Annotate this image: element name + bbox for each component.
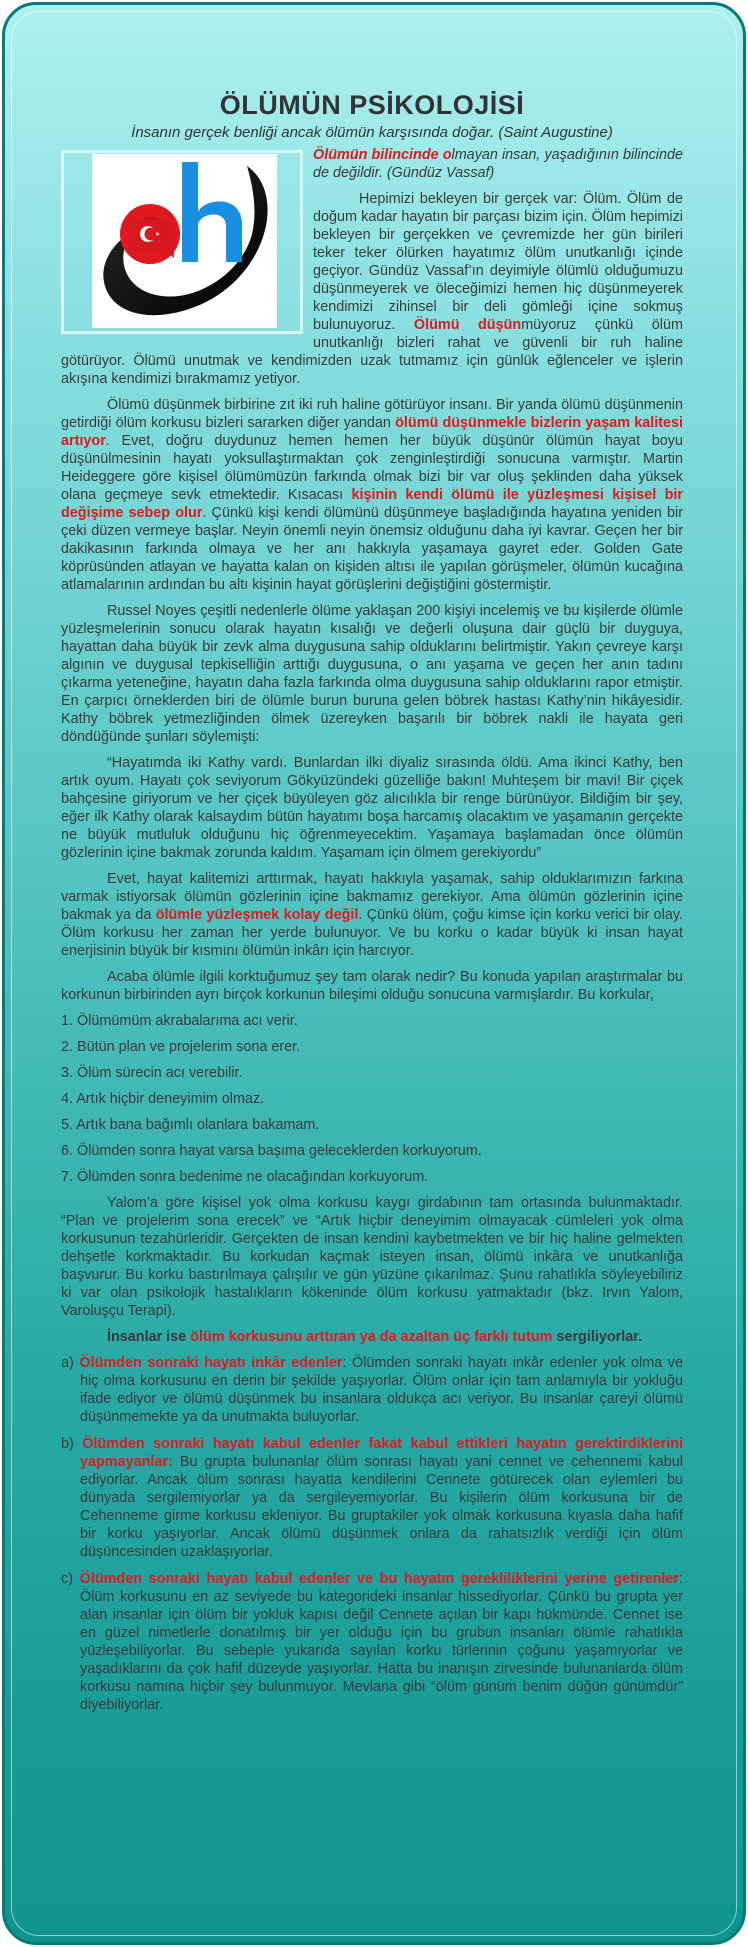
attitude-item-c [61,1570,683,1714]
paragraph-2-text-c: . Çünkü kişi kendi ölümünü düşünmeye başladığında hayatına yeniden bir çeki düzen vermeye başlar. Neyin önemli neyin önemsiz olduğunu daha iyi kavrar. Geçen her bir dakikasının farkında olmaya ve her anı hakkıyla yaşamaya gayret eder. Golden Gate köprüsünden atlayan ve hayatta kalan on kişiden altısı ile yapılan görüşmeler, ölümün kucağına atlamalarının ardından bu altı kişinin hayat görüşlerini değiştiğini göstermiştir. [61,505,683,593]
attitudes-list [61,1354,683,1714]
oh-logo-icon [92,154,277,328]
paragraph-6: Acaba ölümle ilgili korktuğumuz şey tam olarak nedir? Bu konuda yapılan araştırmalar bu korkunun birbirinden ayrı birçok korkunun bileşimi olduğu sonucuna varmışlardır. Bu korkular, [61,969,683,1003]
logo-frame [61,150,303,334]
paragraph-8 [61,1328,683,1346]
paragraph-5-text-b: . Çünkü ölüm, çoğu kimse için korku verici bir olay. Ölüm korkusu her zaman her yerde bulunuyor. Ve bu korku o kadar büyük ki insan hayat enerjisinin büyük bir kısmını ölümün inkârı için harcıyor. [61,907,683,959]
paragraph-5-text-a: Evet, hayat kalitemizi arttırmak, hayatı hakkıyla yaşamak, sahip olduklarımızın farkına varmak istiyorsak ölümün gözlerinin içine bakmamız gerekiyor. Ama ölümün gözlerinin içine bakmak ya da [61,871,683,923]
paragraph-1-text-a: Hepimizi bekleyen bir gerçek var: Ölüm. Ölüm de doğum kadar hayatın bir parçası bizim için. Ölüm hepimizi bekleyen bir gerçekken ve çevremizde her gün birileri teker teker ölürken hayatımız ölüm unutkanlığı içinde geçiyor. Gündüz Vassaf’ın deyimiyle ölümlü olduğumuzu düşünmeyerek ve öleceğimizi hemen hiç düşünmeyerek kendimizi zihinsel bir deli gömleği içine sokmuş bulunuyoruz. [313,191,683,333]
paragraph-5-highlight: ölümle yüzleşmek kolay değil [155,907,359,923]
article-content [61,89,683,1723]
attitude-item-b [61,1435,683,1561]
paragraph-8-text-a: İnsanlar ise [107,1329,191,1345]
paragraph-2-highlight-1: ölümü düşünmekle bizlerin yaşam kalitesi artıyor [61,415,683,449]
list-item: 4. Artık hiçbir deneyimim olmaz. [61,1091,265,1107]
paragraph-8-text-b: sergiliyorlar. [552,1329,643,1345]
paragraph-1-highlight: Ölümü düşün [413,317,522,333]
fears-list [61,1012,683,1186]
paragraph-7: Yalom’a göre kişisel yok olma korkusu kaygı girdabının tam ortasında bulunmaktadır. “Plan ve projelerim sona erecek” ve “Artık hiçbir deneyimim olmayacak cümleleri yok olma korkusunun tezahürleridir. Gerçekten de insan kendini kaybetmekten ve bir hiç haline gelmekten dehşetle korkmaktadır. Bu korkudan kaçmak isteyen insan, ölümü inkâra ve unutkanlığa başvurur. Bu korku bastırılmaya çalışılır ve gün yüzüne çıkarılmaz. Şunu rahatlıkla söyleyebiliriz ki var olan psikolojik hastalıkların kökeninde ölüm korkusu yatmaktadır (bkz. Irvın Yalom, Varoluşçu Terapi). [61,1195,683,1319]
list-item: 3. Ölüm sürecin acı verebilir. [61,1065,243,1081]
paragraph-2-text-b: . Evet, doğru duydunuz hemen hemen her büyük düşünür ölümün hayat boyu düşünülmesinin hayatı yoksullaştırmaktan çok zenginleştirdiği sonucuna varmıştır. Martin Heideggere göre kişisel ölümümüzün farkında olmak bizi bir var oluş şeklinden daha yüksek olana geçmeye sevk etmektedir. Kısacası [61,433,683,503]
attitude-marker: a) [61,1355,80,1371]
epigraph-quote: İnsanın gerçek benliği ancak ölümün karşısında doğar. (Saint Augustine) [131,124,613,141]
list-item: 6. Ölümden sonra hayat varsa başıma geleceklerden korkuyorum. [61,1143,482,1159]
attitude-text: : Ölümden sonraki hayatı inkâr edenler yok olma ve hiç olma korkusunu en derin bir şekilde yaşıyorlar. Ölüm onlar için tam anlamıyla bir yokluğu ifade ediyor ve ölümü düşünmek bu insanlara oldukça acı veriyor. Bu insanlar çareyi ölümü düşünmemekte ya da unutmakta buluyorlar. [80,1355,683,1425]
list-item: 5. Artık bana bağımlı olanlara bakamam. [61,1117,320,1133]
kathy-quote: “Hayatımda iki Kathy vardı. Bunlardan ilki diyaliz sırasında öldü. Ama ikinci Kathy, ben artık oyum. Hayatı çok seviyorum Gökyüzündeki güzelliğe bakın! Muhteşem bir mavi! Bir çiçek bahçesine giriyorum ve her çiçek büyüleyen göz alıcılıkla bir renge bürünüyor. Bildiğim bir şey, eğer ilk Kathy olarak kalsaydım bütün hayatımı boşa harcamış olacaktım ve yaşamanın gerçekte ne büyük mutluluk olduğunu hiç öğrenmeyecektim. Yaşamaya başlamadan önce ölümün gözlerinin içine bakmak zorunda kaldım. Yaşamam için ölmem gerekiyordu” [61,755,683,861]
paragraph-2 [61,396,683,594]
paragraph-2-text-a: Ölümü düşünmek birbirine zıt iki ruh haline götürüyor insanı. Bir yanda ölümü düşünmenin getirdiği ölüm korkusu bizleri sararken diğer yandan [61,397,683,431]
vassaf-quote-highlight: Ölümün bilincinde o [313,147,452,163]
paragraph-3: Russel Noyes çeşitli nedenlerle ölüme yaklaşan 200 kişiyi incelemiş ve bu kişilerde ölümle yüzleşmelerinin sonucu olarak hayatın kısalığı ve değerli oluşuna dair güçlü bir duyguya, hayattan daha büyük bir zevk alma duygusuna sahip olduklarını belirtmiştir. Yakın çevreye karşı algının ve duygusal tepkiselliğin arttığı duygusuna, o anı yaşama ve geçen her anın tadını çıkarma yeteneğine, hayatın daha fazla farkında olma duygusuna sahip olduklarını rapor etmiştir. En çarpıcı örneklerden biri de ölümle burun buruna gelen böbrek hastası Kathy’nin hikâyesidir. Kathy böbrek yetmezliğinden ölmek üzereyken başarılı bir böbrek nakli ile hayata geri döndüğünde şunları söylemişti: [61,603,683,745]
logo-background [92,154,277,328]
page-title: ÖLÜMÜN PSİKOLOJİSİ [219,90,525,120]
paragraph-1-text-b: müyoruz çünkü ölüm unutkanlığı bizleri rahat ve güvenli bir ruh haline götürüyor. Ölümü unutmak ve kendimizden uzak tutmamız için günlük eğlenceler ve işlerin akışına kendimizi bırakmamız yetiyor. [61,317,683,387]
list-item: 2. Bütün plan ve projelerim sona erer. [61,1039,301,1055]
attitude-marker: c) [61,1571,80,1587]
attitude-text: : Ölüm korkusunu en az seviyede bu kategorideki insanlar hissediyorlar. Çünkü bu grupta yer alan insanlar için ölüm bir yokluk kapısı değil Cennete açılan bir kapı hükmünde. Cennet ise en güzel nimetlerle donatılmış bir yer olduğu için bu grubun insanları ölümle rahatlıkla yüzleşebiliyorlar. Bu sebeple yukarıda sayılan korku türlerinin çoğunu yaşamıyorlar ve yaşadıklarını da çok hafif düzeyde yaşıyorlar. Hatta bu inanışın zirvesinde bulunanlarda ölüm korkusu namına hiçbir şey bulunmuyor. Mevlana gibi “ölüm günüm benim düğün günümdür” diyebiliyorlar. [80,1571,683,1713]
list-item: 1. Ölümümüm akrabalarıma acı verir. [61,1013,298,1029]
paragraph-8-highlight: ölüm korkusunu arttıran ya da azaltan üç farklı tutum [190,1329,553,1345]
vassaf-quote-text: lmayan insan, yaşadığının bilincinde de değildir. (Gündüz Vassaf) [313,147,683,181]
article-panel [2,2,746,1945]
list-item: 7. Ölümden sonra bedenime ne olacağından korkuyorum. [61,1169,429,1185]
attitude-heading: Ölümden sonraki hayatı inkâr edenler [79,1355,343,1371]
attitude-heading: Ölümden sonraki hayatı kabul edenler ve bu hayatın gerekliliklerini yerine getirenler [79,1571,679,1587]
attitude-heading: Ölümden sonraki hayatı kabul edenler fakat kabul ettikleri hayatın gerektirdiklerini yapmayanlar: [80,1436,684,1470]
attitude-marker: b) [61,1436,83,1452]
attitude-text: Bu grupta bulunanlar ölüm sonrası hayatı yani cennet ve cehennemi kabul ediyorlar. Ancak ölüm sonrası hayatta kendilerini Cennete götürecek olan eylemleri bu dünyada sergilemiyorlar ya da sergileyemiyorlar. Bu kişilerin ölüm korkusuna bir de Cehenneme girme korkusu ekleniyor. Bu gruptakiler yok olmak korkusuna kıyasla daha hafif bir korku yaşıyorlar. Ancak ölümü düşünmek onlara da rahatsızlık verdiği için ölüm düşüncesinden uzaklaşıyorlar. [80,1454,683,1560]
paragraph-5 [61,870,683,960]
paragraph-2-highlight-2: kişinin kendi ölümü ile yüzleşmesi kişisel bir değişime sebep olur [61,487,683,521]
attitude-item-a [61,1354,683,1426]
